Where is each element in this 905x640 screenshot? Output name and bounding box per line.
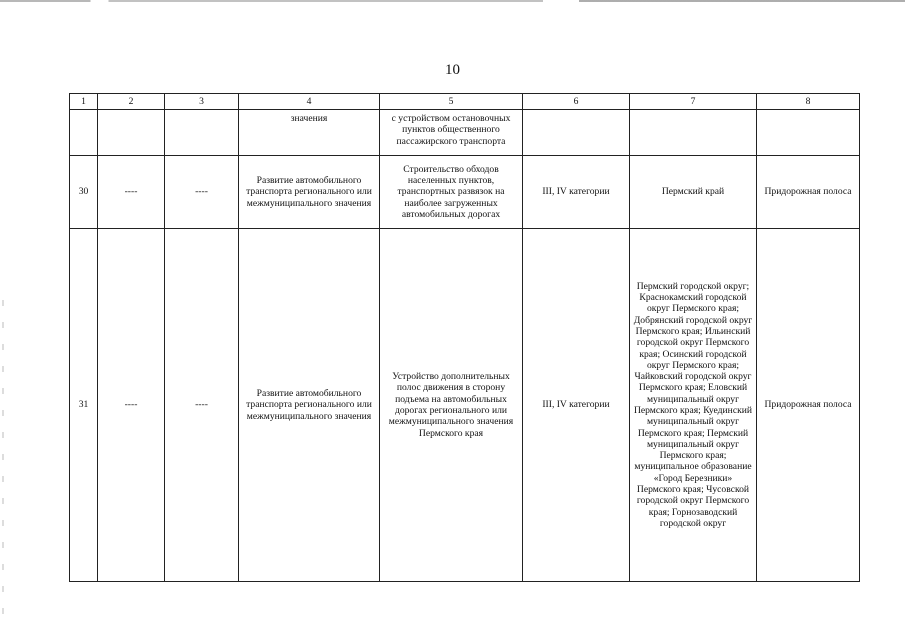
table-cell-number: 31 <box>70 229 98 582</box>
column-header: 2 <box>98 94 165 110</box>
table-cell-number: 30 <box>70 156 98 229</box>
table-cell <box>630 110 757 156</box>
table-row <box>70 229 860 582</box>
table-cell-purpose: значения <box>239 110 380 156</box>
table-cell-category: III, IV категории <box>523 156 630 229</box>
scan-margin-artifact <box>2 300 4 620</box>
column-header: 4 <box>239 94 380 110</box>
table-cell-action: Строительство обходов населенных пунктов, транспортных развязок на наиболее загруженных автомобильных дорогах <box>380 156 523 229</box>
table-row <box>70 156 860 229</box>
table-cell <box>757 110 860 156</box>
table-cell <box>70 110 98 156</box>
table-cell-purpose: Развитие автомобильного транспорта регионального или межмуниципального значения <box>239 229 380 582</box>
page-number: 10 <box>445 62 460 78</box>
scan-edge-artifact <box>0 0 905 2</box>
table-header-row <box>70 94 860 110</box>
table-cell-location: Пермский край <box>630 156 757 229</box>
table-cell <box>523 110 630 156</box>
table-cell <box>98 110 165 156</box>
column-header: 6 <box>523 94 630 110</box>
table-cell-action: с устройством остановочных пунктов общественного пассажирского транспорта <box>380 110 523 156</box>
column-header: 3 <box>165 94 239 110</box>
column-header: 5 <box>380 94 523 110</box>
table-cell: ---- <box>98 156 165 229</box>
table-cell-category: III, IV категории <box>523 229 630 582</box>
table-row-continuation <box>70 110 860 156</box>
table-cell <box>165 110 239 156</box>
table-cell-location: Пермский городской округ; Краснокамский городской округ Пермского края; Добрянский городской округ Пермского края; Ильинский городской округ Пермского края; Осинский городской округ Пермского края; Чайковский городской округ Пермского края; Еловский муниципальный округ Пермского края; Куединский муниципальный округ Пермского края; Пермский муниципальный округ Пермского края; муниципальное образование «Город Березники» Пермского края; Чусовской городской округ Пермского края; Горнозаводский городской округ <box>630 229 757 582</box>
table-cell: ---- <box>98 229 165 582</box>
table-cell-purpose: Развитие автомобильного транспорта регионального или межмуниципального значения <box>239 156 380 229</box>
table-cell-zone: Придорожная полоса <box>757 156 860 229</box>
table-cell: ---- <box>165 156 239 229</box>
document-table <box>69 93 860 582</box>
table-cell-action: Устройство дополнительных полос движения в сторону подъема на автомобильных дорогах регионального или межмуниципального значения Пермского края <box>380 229 523 582</box>
table-cell: ---- <box>165 229 239 582</box>
column-header: 1 <box>70 94 98 110</box>
column-header: 7 <box>630 94 757 110</box>
column-header: 8 <box>757 94 860 110</box>
table-cell-zone: Придорожная полоса <box>757 229 860 582</box>
